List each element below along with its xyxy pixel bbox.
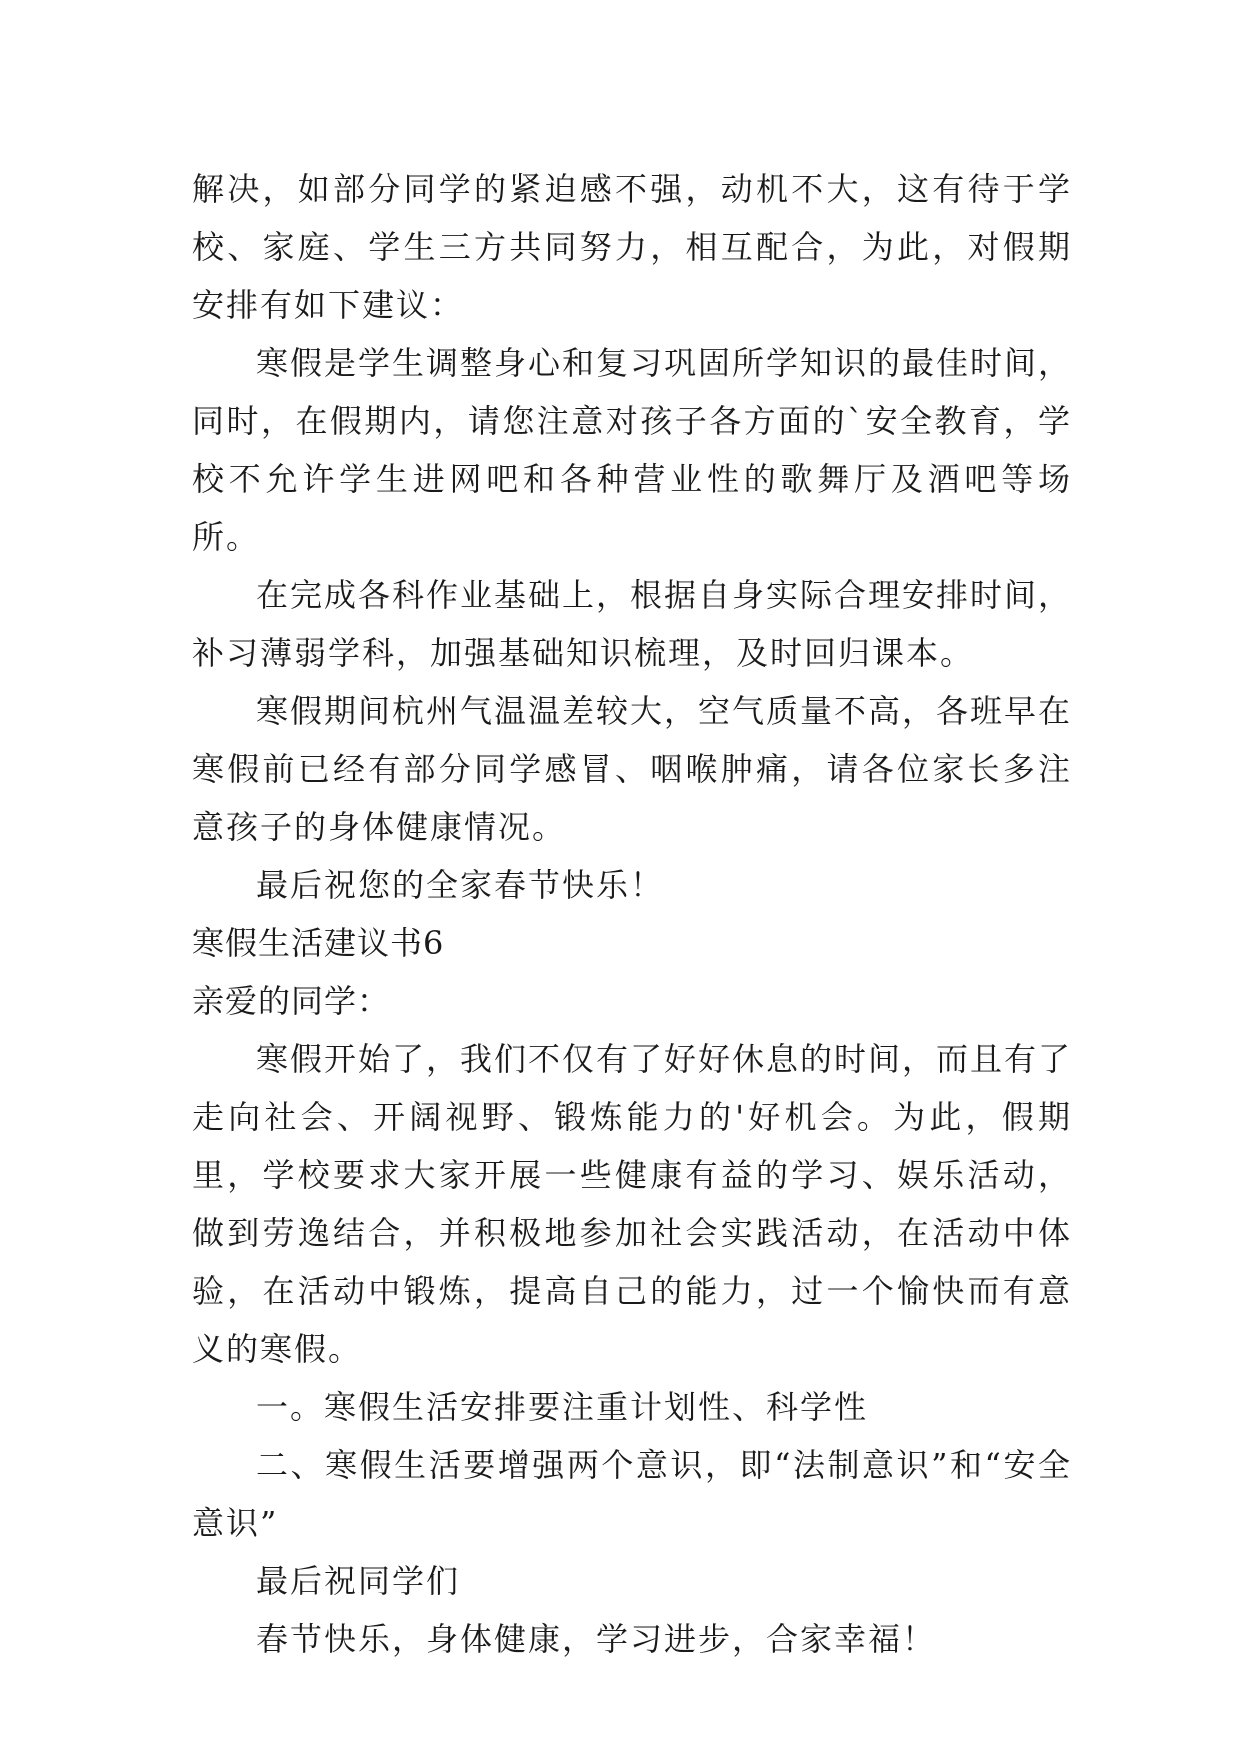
section-title: 寒假生活建议书6	[192, 924, 445, 962]
paragraph-letter-intro: 寒假开始了，我们不仅有了好好休息的时间，而且有了走向社会、开阔视野、锻炼能力的'好机会。为此，假期里，学校要求大家开展一些健康有益的学习、娱乐活动，做到劳逸结合，并积极地参加社会实践活动，在活动中体验，在活动中锻炼，提高自己的能力，过一个愉快而有意义的寒假。	[192, 1040, 1073, 1368]
paragraph-winter-break-safety: 寒假是学生调整身心和复习巩固所学知识的最佳时间，同时，在假期内，请您注意对孩子各方面的`安全教育，学校不允许学生进网吧和各种营业性的歌舞厅及酒吧等场所。	[192, 344, 1073, 556]
paragraph-continuation: 解决，如部分同学的紧迫感不强，动机不大，这有待于学校、家庭、学生三方共同努力，相互配合，为此，对假期安排有如下建议：	[192, 170, 1072, 324]
closing-wishes: 春节快乐，身体健康，学习进步，合家幸福！	[256, 1620, 937, 1658]
list-item-planning: 一。寒假生活安排要注重计划性、科学性	[256, 1388, 869, 1426]
list-item-awareness: 二、寒假生活要增强两个意识，即“法制意识”和“安全意识”	[192, 1446, 1072, 1542]
closing-line: 最后祝同学们	[256, 1562, 461, 1600]
paragraph-homework-plan: 在完成各科作业基础上，根据自身实际合理安排时间，补习薄弱学科，加强基础知识梳理，及时回归课本。	[192, 576, 1073, 672]
salutation: 亲爱的同学：	[192, 982, 391, 1020]
paragraph-health-notice: 寒假期间杭州气温温差较大，空气质量不高，各班早在寒假前已经有部分同学感冒、咽喉肿痛，请各位家长多注意孩子的身体健康情况。	[192, 692, 1073, 846]
document-body	[192, 160, 1072, 1668]
paragraph-closing-wish: 最后祝您的全家春节快乐！	[256, 866, 665, 904]
